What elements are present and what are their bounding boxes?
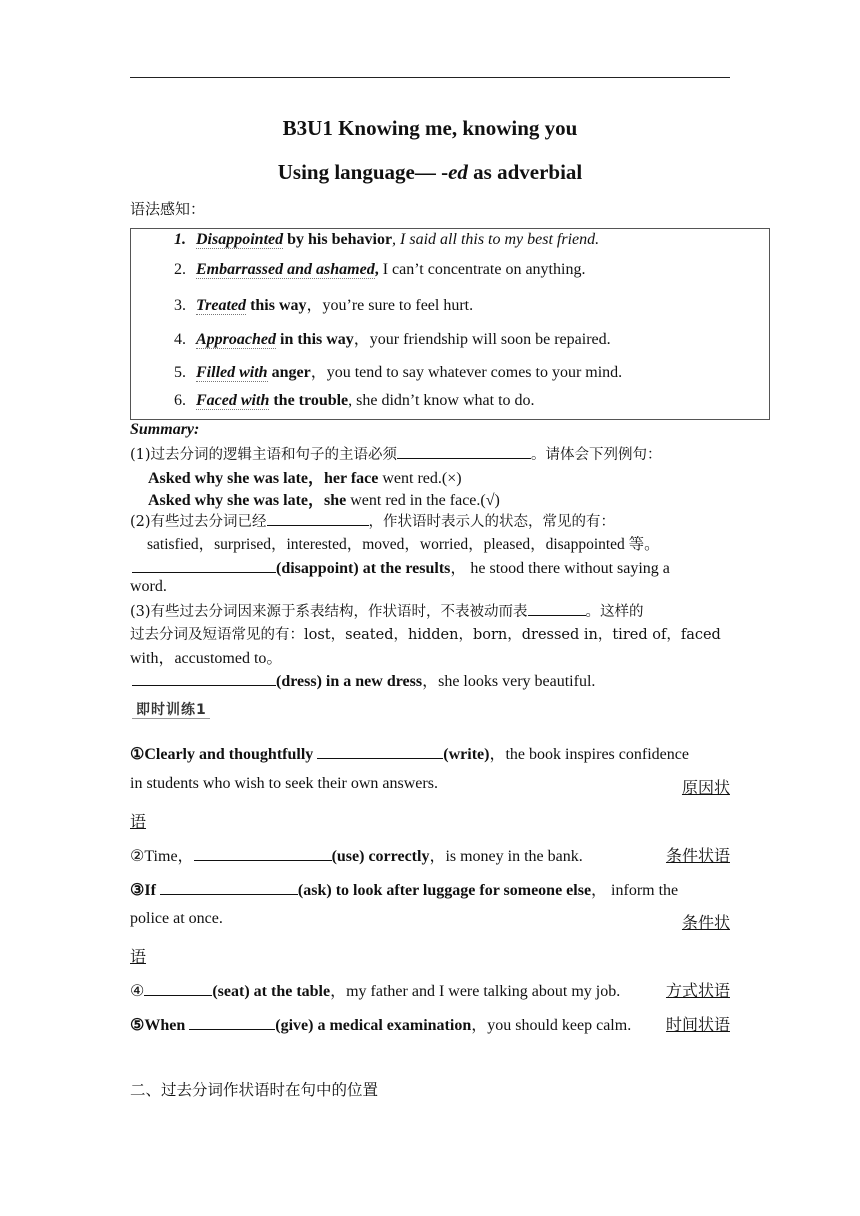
summary-example-rest: went red.(×) [378,470,462,487]
question-rest: ，my father and I were talking about my job. [330,983,621,1000]
perception-label: 语法感知： [130,200,206,218]
adverbial-type-tag: 条件状 [681,915,730,932]
summary-example-bold: (dress) in a new dress [276,673,423,690]
practice-badge [132,696,212,722]
summary-p2-list: satisfied，surprised，interested，moved，worried，pleased，disappointed 等。 [147,536,660,553]
question-hint: (seat) at the table [212,983,331,1000]
answer-blank[interactable] [528,601,586,616]
example-participle: Filled with [196,364,268,381]
adverbial-type-tag-cont: 语 [130,814,147,831]
summary-example-bold: Asked why she was late，her face [148,470,379,487]
question-lead: ①Clearly and thoughtfully [130,746,318,763]
practice-question-2 [130,843,730,866]
question-lead: ③If [130,882,160,899]
example-item [174,261,585,279]
summary-example-bold: (disappoint) at the results [276,560,451,577]
question-hint: (use) correctly [331,848,430,865]
example-rest: , she didn’t know what to do. [348,392,535,409]
question-rest: ，the book inspires confidence [489,746,689,763]
question-hint: (give) a medical examination [275,1017,472,1034]
summary-p3-text: (3)有些过去分词因来源于系表结构，作状语时，不表被动而表 [130,604,528,620]
answer-blank[interactable] [160,880,298,895]
answer-blank[interactable] [267,511,369,526]
summary-p1-text: (1)过去分词的逻辑主语和句子的主语必须 [130,447,398,463]
answer-blank[interactable] [397,444,531,459]
question-continuation: in students who wish to seek their own answers. [130,775,438,792]
summary-p3-line3: with，accustomed to。 [130,650,283,667]
badge-underline [132,718,210,719]
subtitle-post: as adverbial [467,160,583,184]
question-rest: ， inform the [591,882,679,899]
practice-question-5 [130,1012,730,1035]
adverbial-type-tag: 条件状语 [665,848,730,865]
summary-p1-end: 。请体会下列例句： [531,447,662,463]
question-rest: ，is money in the bank. [429,848,583,865]
example-rest: , I said all this to my best friend. [392,231,600,248]
answer-blank[interactable] [194,846,332,861]
example-number: 5. [174,364,186,381]
example-phrase: anger [267,364,311,381]
question-continuation: police at once. [130,910,223,927]
summary-p2-text: (2)有些过去分词已经 [130,514,267,530]
example-number: 4. [174,331,186,348]
example-rest: I can’t concentrate on anything. [378,261,586,278]
example-rest: ，you’re sure to feel hurt. [306,297,474,314]
page-title: B3U1 Knowing me, knowing you [282,116,578,140]
practice-question-1 [130,741,730,764]
example-phrase: in this way [276,331,354,348]
example-participle: Faced with [196,392,270,409]
adverbial-type-tag-cont: 语 [130,949,147,966]
adverbial-type-tag: 方式状语 [665,983,730,1000]
examples-box [130,228,770,420]
example-item [174,392,535,410]
header-rule [130,77,730,78]
example-rest: ，you tend to say whatever comes to your mind. [310,364,623,381]
example-phrase: by his behavior [283,231,393,248]
summary-p3-line2: 过去分词及短语常见的有：lost，seated，hidden，born，dressed in，tired of，faced [130,627,721,643]
example-item [174,231,599,249]
practice-badge-label: 即时训练1 [136,702,207,718]
summary-example-wrong [148,465,748,488]
summary-point-1 [130,443,730,464]
example-number: 1. [174,231,186,248]
summary-p3-example [132,668,732,691]
summary-p2-example [132,555,732,578]
answer-blank[interactable] [317,744,443,759]
question-lead: ⑤When [130,1017,190,1034]
summary-example-bold: Asked why she was late，she [148,492,347,509]
example-participle: Disappointed [196,231,284,248]
summary-p2-example-cont: word. [130,578,167,595]
practice-question-4 [130,978,730,1001]
example-phrase: , [374,261,379,278]
summary-point-2 [130,510,730,531]
answer-blank[interactable] [144,981,212,996]
question-lead: ④ [130,983,145,1000]
example-phrase: the trouble [269,392,349,409]
summary-example-right [148,487,748,510]
summary-example-rest: ，she looks very beautiful. [422,673,596,690]
example-item [174,359,622,382]
example-item [174,326,611,349]
question-hint: (write) [443,746,490,763]
summary-label: Summary: [130,421,200,438]
summary-example-rest: went red in the face.(√) [346,492,500,509]
practice-question-3 [130,877,730,900]
example-participle: Approached [196,331,276,348]
example-number: 3. [174,297,186,314]
subtitle-em: ed [448,160,468,184]
example-number: 6. [174,392,186,409]
summary-p3-end: 。这样的 [585,604,644,620]
adverbial-type-tag: 时间状语 [665,1017,730,1034]
summary-example-rest: ， he stood there without saying a [450,560,670,577]
question-hint: (ask) to look after luggage for someone else [297,882,592,899]
page-subtitle [0,160,860,185]
example-rest: ，your friendship will soon be repaired. [353,331,611,348]
example-number: 2. [174,261,186,278]
section-heading: 二、过去分词作状语时在句中的位置 [130,1081,379,1099]
practice-question-3-line2 [130,910,730,932]
example-participle: Treated [196,297,247,314]
answer-blank[interactable] [132,671,276,686]
practice-question-1-line2 [130,775,730,797]
subtitle-pre: Using language— - [277,160,449,184]
example-item [174,292,473,315]
answer-blank[interactable] [132,558,276,573]
question-rest: ，you should keep calm. [471,1017,632,1034]
adverbial-type-tag: 原因状 [681,780,730,797]
example-phrase: this way [246,297,307,314]
summary-point-3 [130,600,730,621]
question-lead: ②Time， [130,848,194,865]
summary-p2-end: ，作状语时表示人的状态，常见的有： [368,514,616,530]
answer-blank[interactable] [189,1015,275,1030]
example-participle: Embarrassed and ashamed [196,261,375,278]
